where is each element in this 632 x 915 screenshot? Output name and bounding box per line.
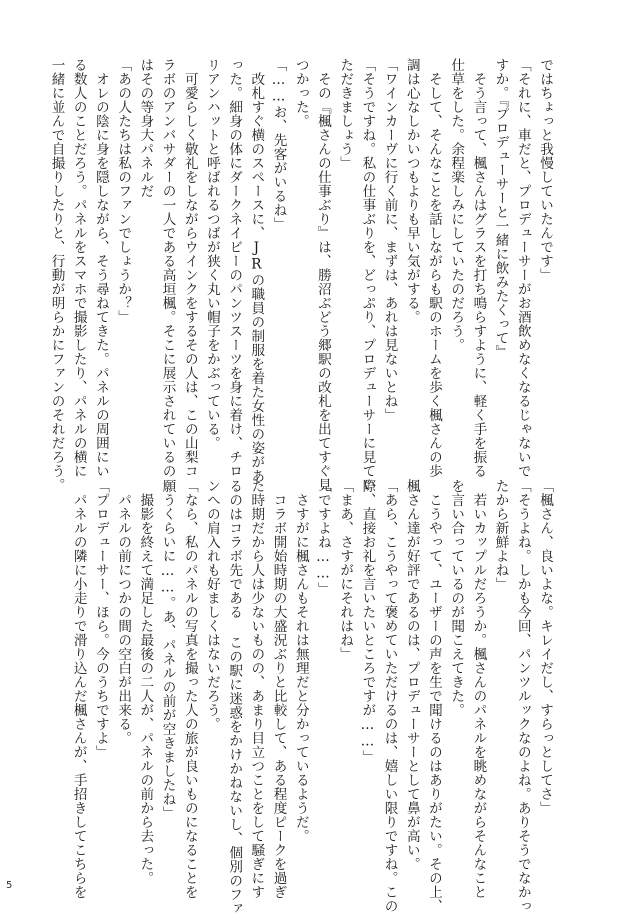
text-line: その『楓さんの仕事ぶり』は、勝沼ぶどう郷駅の改札を出てすぐ見 [314, 58, 331, 492]
text-line: 「あら、こうやって褒めていただけるのは、嬉しい限りですね。この [381, 479, 398, 913]
text-line: パネルの前につかの間の空白が出来る。 [115, 479, 132, 745]
text-line: 「楓さん、良いよな。キレイだし、すらっとしてさ」 [537, 479, 553, 815]
text-line: 「そうよね。しかも今回、パンツルックなのよね。ありそうでなかっ [514, 479, 531, 913]
page-number: 5 [6, 880, 13, 891]
lower-text-block [68, 479, 556, 915]
text-line: たから新鮮よね」 [492, 479, 509, 591]
text-line: つかった。 [292, 58, 309, 128]
text-line: オレの陰に身を隠しながら、そう尋ねてきた。パネルの周囲にい [92, 58, 109, 478]
text-line: 「あの人たちは私のファンでしょうか？」 [115, 58, 132, 324]
text-line: 「ワインカーヴに行く前に、まずは、あれは見ないとね」 [381, 58, 398, 422]
text-line: 調は心なしかいつもよりも早い気がする。 [403, 58, 420, 324]
text-line: 一緒に並んで自撮りしたりと、行動が明らかにファンのそれだろう。 [48, 58, 65, 492]
text-line: 改札すぐ横のスペースに、JRの職員の制服を着た女性の姿があ [248, 58, 265, 483]
text-line: 「なら、私のパネルの写真を撮った人の旅が良いものになることを [181, 479, 198, 899]
text-line: 願うくらいに……。あ、パネルの前が空きましたね」 [159, 479, 176, 820]
text-line: リアンハットと呼ばれるつばが狭く丸い帽子をかぶっている。 [203, 58, 220, 450]
upper-text-block [45, 58, 556, 492]
text-line: を言い合っているのが聞こえてきた。 [448, 479, 465, 717]
text-line: ただきましょう」 [337, 58, 354, 170]
text-line: ではちょっと我慢していたんです」 [537, 58, 553, 282]
text-line: た時期だから人は少ないものの、あまり目立つことをして騒ぎにす [248, 479, 265, 899]
text-line: 「まあ、さすがにそれはね」 [337, 479, 354, 661]
text-line: 楓さん達が好評であるのは、プロデューサーとして鼻が高い。 [403, 479, 420, 871]
text-line: る数人のことだろう。パネルをスマホで撮影したり、パネルの横に [70, 58, 87, 478]
text-line: るのはコラボ先である この駅に迷惑をかけかねないし、個別のファ [226, 479, 243, 915]
text-line: 「ですよね……」 [314, 479, 331, 596]
text-line: そう言って、楓さんはグラスを打ち鳴らすように、軽く手を振る [470, 58, 487, 478]
text-line: そして、そんなことを話しながらも駅のホームを歩く楓さんの歩 [425, 58, 442, 478]
text-line: 撮影を終えて満足した最後の二人が、パネルの前から去った。 [137, 479, 154, 885]
text-line: こうやって、ユーザーの声を生で聞けるのはありがたい。その上、 [425, 479, 442, 913]
text-line: 「……お、先客がいるね」 [270, 58, 287, 231]
text-line: すか。『プロデューサーと一緒に飲みたくって』 [492, 58, 509, 360]
text-line: コラボ開始時期の大盛況ぶりと比較して、ある程度ピークを過ぎ [270, 479, 287, 899]
text-line: ラボのアンバサダーの一人である高垣楓。そこに展示されているの [159, 58, 176, 478]
text-line: ンへの肩入れも好ましくはないだろう。 [203, 479, 220, 731]
text-line: パネルの隣に小走りで滑り込んだ楓さんが、手招きしてこちらを [70, 479, 87, 899]
text-line: さすがに楓さんもそれは無理だと分かっているようだ。 [292, 479, 309, 843]
text-line: 「そうですね。私の仕事ぶりを、どっぷり、プロデューサーに見てい [359, 58, 376, 492]
text-line: 仕草をした。余程楽しみにしていたのだろう。 [448, 58, 465, 352]
text-line: 若いカップルだろうか。楓さんのパネルを眺めながらそんなこと [470, 479, 487, 899]
text-line: 「プロデューサー、ほら。今のうちですよ」 [92, 479, 109, 759]
text-line: 「それに、車だと、プロデューサーがお酒飲めなくなるじゃないで [514, 58, 531, 478]
text-line: 可愛らしく敬礼をしながらウインクをするその人は、この山梨コ [181, 58, 198, 478]
text-line: 際、直接お礼を言いたいところですが……」 [359, 479, 376, 764]
text-line: はその等身大パネルだ [137, 58, 154, 198]
text-line: った。細身の体にダークネイビーのパンツスーツを身に着け、チロ [226, 58, 243, 478]
